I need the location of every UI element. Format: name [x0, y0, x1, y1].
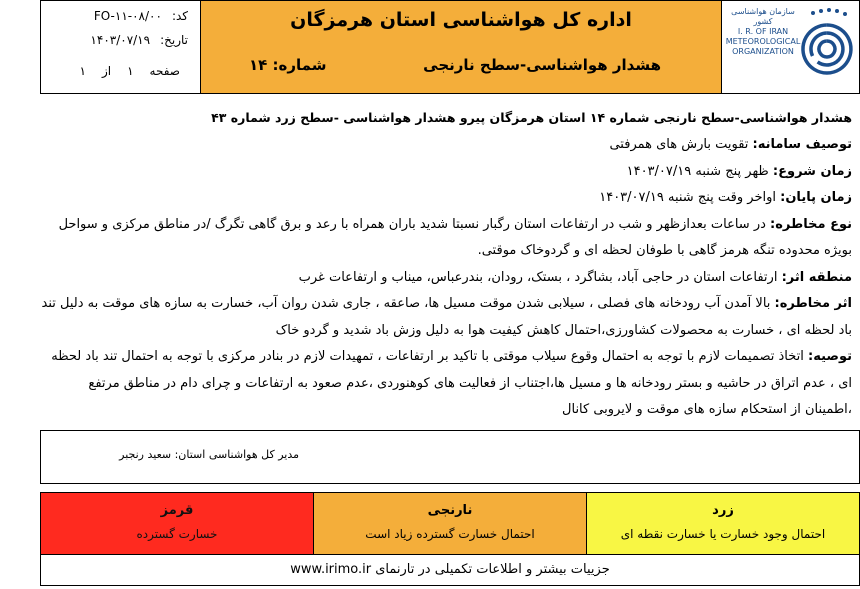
desc-label: توصیف سامانه:	[752, 137, 852, 152]
page-total: ۱	[79, 64, 86, 78]
orange-level-desc: احتمال خسارت گسترده زیاد است	[365, 527, 535, 541]
start-value: ظهر پنج شنبه ۱۴۰۳/۰۷/۱۹	[626, 163, 773, 179]
legend-orange	[314, 493, 587, 554]
hazard-type	[40, 212, 852, 265]
date-label: تاریخ:	[160, 33, 188, 47]
effect-label: اثر مخاطره:	[774, 296, 852, 311]
yellow-level-label: زرد	[712, 503, 734, 518]
red-level-desc: خسارت گسترده	[136, 527, 218, 541]
area-label: منطقه اثر:	[781, 269, 852, 285]
logo-cell	[721, 1, 859, 93]
affected-area	[40, 265, 852, 292]
end-label: زمان پایان:	[780, 190, 852, 205]
date-row	[90, 33, 188, 47]
logo-text	[724, 7, 802, 57]
page-title: اداره کل هواشناسی استان هرمزگان	[290, 9, 632, 31]
effect-value: بالا آمدن آب رودخانه های فصلی ، سیلابی شدن موقت مسیل ها، صاعقه ، جاری شدن روان آب، خسارت به سازه های موقت به دلیل تند باد لحظه ای ، خسارت به محصولات کشاورزی،احتمال کاهش کیفیت هوا به دلیل وزش باد شدید و گردو خاک	[41, 296, 852, 338]
page-of: از	[101, 64, 112, 78]
desc-value: تقویت بارش های همرفتی	[609, 137, 753, 152]
advice-value: اتخاذ تصمیمات لازم با توجه به احتمال وقوع سیلاب موقتی با تاکید بر ارتفاعات ، تمهیدات لازم در بنادر مرکزی با توجه به احتمال تند باد لحظه ای ، عدم اتراق در حاشیه و بستر رودخانه ها و مسیل ها،اجتناب از فعالیت های کوهنوردی ،عدم صعود به ارتفاعات و چرای دام در مناطق مرتفع ،اطمینان از استحکام سازه های موقت و لایروبی کانال	[51, 349, 852, 417]
logo-en-line2: METEOROLOGICAL	[725, 37, 801, 46]
hazard-effect	[40, 291, 852, 344]
website-footer: جزییات بیشتر و اطلاعات تکمیلی در تارنمای www.irimo.ir	[290, 562, 610, 577]
area-value: ارتفاعات استان در حاجی آباد، بشاگرد ، بستک، رودان، بندرعباس، میناب و ارتفاعات غرب	[298, 269, 782, 285]
code-label: کد:	[171, 9, 188, 23]
signature-box	[40, 430, 860, 484]
legend-row	[41, 493, 859, 555]
type-value: در ساعات بعدازظهر و شب در ارتفاعات استان رگبار نسبتا شدید باران همراه با رعد و برق گاهی تگرگ /در مناطق مرکزی و سواحل بویژه محدوده تنگه هرمز گاهی با طوفان لحظه ای و گردوخاک موقتی.	[58, 216, 852, 258]
document-header	[40, 0, 860, 94]
recommendation	[40, 344, 852, 424]
warning-level-title: هشدار هواشناسی-سطح نارنجی	[423, 56, 661, 74]
meteorological-organization-logo-icon	[799, 5, 855, 85]
logo-en-line1: I. R. OF IRAN	[737, 27, 789, 36]
warning-number: شماره: ۱۴	[249, 56, 327, 74]
start-label: زمان شروع:	[772, 163, 852, 179]
logo-fa-text: سازمان هواشناسی کشور	[731, 7, 795, 26]
system-description	[40, 132, 852, 159]
warning-level-legend	[40, 492, 860, 586]
end-time	[40, 185, 852, 212]
orange-level-label: نارنجی	[427, 503, 473, 518]
yellow-level-desc: احتمال وجود خسارت یا خسارت نقطه ای	[620, 527, 826, 541]
code-value: FO-۱۱-۰۸/۰۰	[93, 9, 162, 23]
warning-headline: هشدار هواشناسی-سطح نارنجی شماره ۱۴ استان هرمزگان پیرو هشدار هواشناسی -سطح زرد شماره ۴۳	[211, 110, 852, 125]
start-time	[40, 159, 852, 186]
page-number: ۱	[127, 64, 134, 78]
legend-red	[41, 493, 314, 554]
code-cell	[41, 1, 201, 93]
page-label: صفحه	[149, 64, 180, 78]
code-row	[94, 9, 188, 23]
warning-body	[40, 104, 852, 424]
advice-label: توصیه:	[808, 349, 852, 364]
title-cell	[201, 1, 721, 93]
type-label: نوع مخاطره:	[770, 216, 852, 232]
end-value: اواخر وقت پنج شنبه ۱۴۰۳/۰۷/۱۹	[599, 190, 781, 205]
legend-yellow	[587, 493, 859, 554]
red-level-label: قرمز	[160, 503, 194, 518]
director-signature: مدیر کل هواشناسی استان: سعید رنجبر	[119, 448, 299, 461]
logo-en-line3: ORGANIZATION	[732, 47, 794, 56]
date-value: ۱۴۰۳/۰۷/۱۹	[90, 33, 151, 47]
page-row	[80, 64, 181, 78]
